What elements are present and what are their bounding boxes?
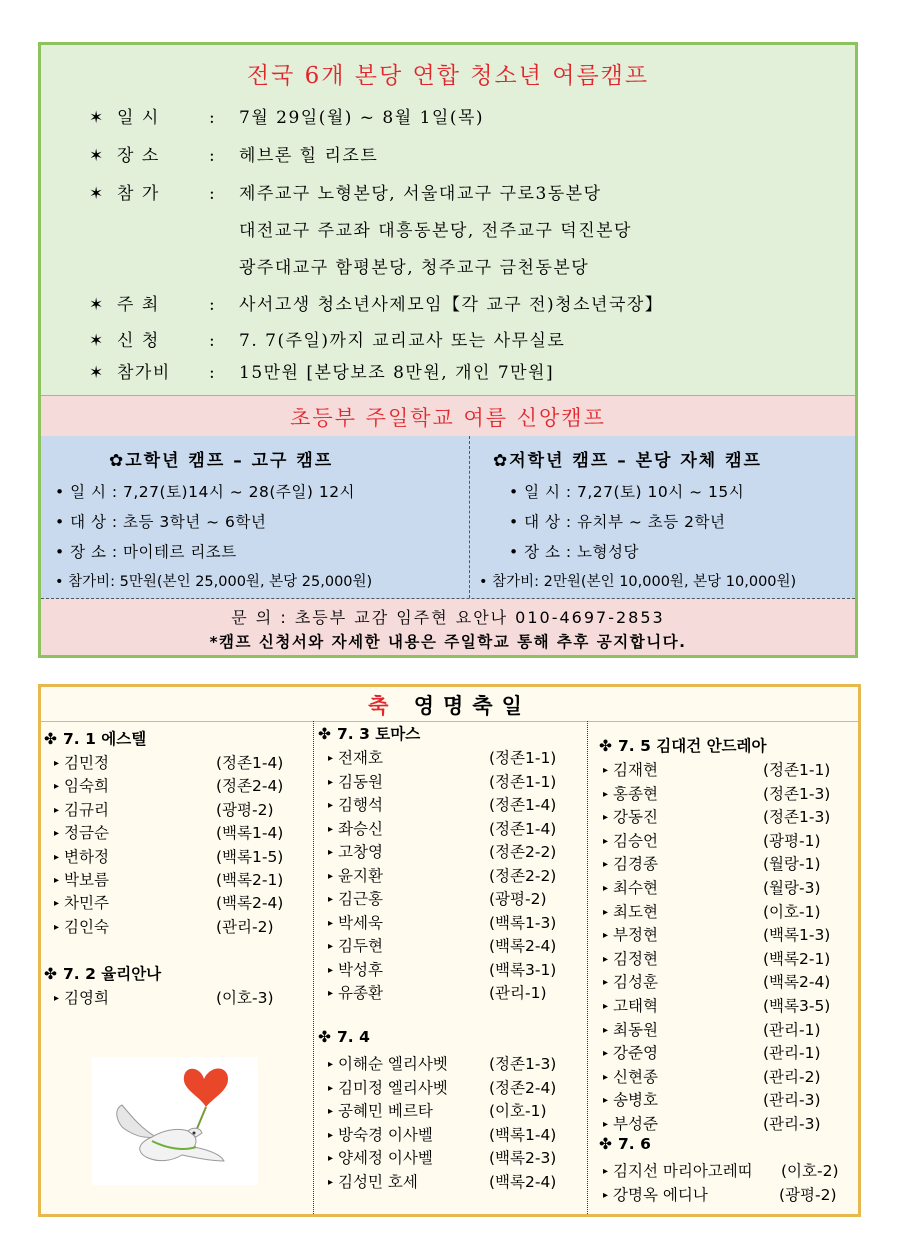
bullet-icon: ▸ (328, 1059, 334, 1070)
person-group: (백록1-3) (763, 926, 831, 945)
bullet-icon: ▸ (603, 1095, 609, 1107)
camp-participants-cont-2: 광주대교구 함평본당, 청주교구 금천동본당 (239, 258, 590, 278)
person-name: ▸ 김근홍 (328, 890, 383, 908)
bullet-icon: ▸ (328, 894, 334, 905)
person-group: (정존2-2) (489, 866, 557, 885)
person-name: ▸ 유종환 (328, 984, 383, 1002)
person-group: (정존1-3) (489, 1055, 557, 1073)
person-name: ▸ 양세정 이사벨 (328, 1149, 433, 1167)
person-name: ▸ 좌승신 (328, 819, 383, 838)
bullet-icon: ▸ (603, 1071, 609, 1083)
person-name: ▸ 강명옥 에디나 (603, 1185, 708, 1204)
person-name: ▸ 고태혁 (603, 997, 658, 1015)
person-name: ▸ 변하정 (54, 847, 109, 866)
person-group: (이호-1) (763, 902, 821, 921)
person-group: (광평-2) (216, 800, 274, 819)
person-group: (관리-1) (763, 1020, 821, 1039)
junior-camp-title: ✿저학년 캠프 – 본당 자체 캠프 (493, 451, 762, 471)
name-day-saint: 7. 6 (618, 1135, 651, 1153)
bullet-icon: ▸ (603, 788, 609, 800)
person-name: ▸ 부성준 (603, 1115, 658, 1133)
camp-row-fee: ✶ 참가비 : 15만원 [본당보조 8만원, 개인 7만원] (89, 363, 555, 383)
person-name: ▸ 김인숙 (54, 917, 109, 936)
person-group: (정존1-4) (489, 819, 557, 838)
person-name: ▸ 김정현 (603, 949, 658, 968)
person-name: ▸ 김지선 마리아고레띠 (603, 1162, 753, 1180)
name-day-date (44, 727, 146, 749)
name-day-saint: 7. 5 김대건 안드레아 (618, 737, 767, 755)
bullet-icon: ▸ (603, 1001, 609, 1012)
bullet-icon: ▸ (328, 823, 334, 835)
person-name: ▸ 송병호 (603, 1091, 658, 1110)
bullet-icon: ▸ (328, 917, 334, 929)
person-group: (관리-2) (763, 1067, 821, 1086)
person-name: ▸ 김영희 (54, 989, 109, 1007)
star-icon: ✶ (89, 295, 105, 315)
person-name: ▸ 최도현 (603, 902, 658, 921)
sunday-school-header (41, 395, 855, 436)
person-group: (백록1-5) (216, 847, 284, 866)
person-group: (정존2-4) (216, 777, 284, 796)
name-day-date (599, 1135, 651, 1153)
person-name: ▸ 김민정 (54, 754, 109, 772)
name-day-date (599, 734, 766, 756)
person-group: (백록3-1) (489, 960, 557, 979)
camp-date-value: 7월 29일(월) ~ 8월 1일(목) (239, 108, 485, 128)
camp-host-value: 사서고생 청소년사제모임【각 교구 전)청소년국장】 (239, 295, 664, 315)
name-day-saint: 7. 1 에스텔 (63, 730, 147, 748)
bullet-icon: ▸ (603, 765, 609, 776)
bullet-icon: ▸ (54, 828, 60, 840)
clover-icon: ✤ (599, 737, 612, 755)
camp-row-place: ✶ 장 소 : 헤브론 힐 리조트 (89, 146, 379, 166)
sunday-school-columns (41, 436, 855, 599)
person-group: (백록2-4) (489, 937, 557, 955)
person-name: ▸ 고창영 (328, 843, 383, 861)
person-name: ▸ 강동진 (603, 808, 658, 827)
person-name: ▸ 김재현 (603, 761, 658, 779)
person-group: (관리-1) (763, 1044, 821, 1063)
junior-camp-row: • 일 시 : 7,27(토) 10시 ~ 15시 (509, 483, 745, 501)
person-name: ▸ 김미정 엘리사벳 (328, 1078, 448, 1097)
bullet-icon: ▸ (54, 921, 60, 933)
senior-camp-row: • 장 소 : 마이테르 리조트 (55, 543, 237, 561)
bullet-icon: ▸ (603, 812, 609, 824)
bullet-icon: ▸ (328, 988, 334, 999)
junior-camp-row: • 장 소 : 노형성당 (509, 543, 639, 561)
person-name: ▸ 이해순 엘리사벳 (328, 1055, 448, 1073)
bullet-icon: ▸ (603, 953, 609, 965)
person-name: ▸ 신현종 (603, 1067, 658, 1086)
senior-camp-row: • 참가비: 5만원(본인 25,000원, 본당 25,000원) (55, 574, 373, 590)
person-group: (정존1-1) (763, 761, 831, 779)
person-name: ▸ 최동원 (603, 1020, 658, 1039)
person-group: (백록2-4) (489, 1172, 557, 1191)
notice-text: *캠프 신청서와 자세한 내용은 주일학교 통해 추후 공지합니다. (209, 633, 687, 651)
bullet-icon: ▸ (54, 875, 60, 886)
bullet-icon: ▸ (603, 1024, 609, 1036)
person-group: (정존2-4) (489, 1078, 557, 1097)
person-name: ▸ 박세욱 (328, 913, 383, 932)
name-day-title: 축 영명축일 (368, 694, 531, 718)
person-group: (광평-2) (489, 890, 547, 908)
star-icon: ✶ (89, 363, 105, 383)
name-day-date (318, 1028, 370, 1046)
person-name: ▸ 김규리 (54, 800, 109, 819)
person-group: (월랑-3) (763, 879, 821, 897)
bullet-icon: ▸ (603, 930, 609, 942)
person-name: ▸ 강준영 (603, 1044, 658, 1063)
person-group: (관리-3) (763, 1091, 821, 1110)
person-group: (정존1-1) (489, 772, 557, 791)
senior-camp-title: ✿고학년 캠프 – 고구 캠프 (109, 451, 334, 471)
person-group: (백록1-4) (216, 824, 284, 843)
person-name: ▸ 박성후 (328, 960, 383, 979)
bullet-icon: ▸ (54, 804, 60, 816)
camp-place-value: 헤브론 힐 리조트 (239, 146, 379, 166)
bullet-icon: ▸ (328, 847, 334, 858)
person-name: ▸ 임숙희 (54, 777, 109, 796)
sunday-school-title: 초등부 주일학교 여름 신앙캠프 (290, 406, 606, 430)
bullet-icon: ▸ (603, 859, 609, 871)
person-group: (광평-1) (763, 831, 821, 850)
name-day-saint: 7. 4 (337, 1028, 370, 1046)
person-group: (백록2-1) (763, 949, 831, 968)
camp-row-date: ✶ 일 시 : 7월 29일(월) ~ 8월 1일(목) (89, 108, 485, 128)
camp-row-apply: ✶ 신 청 : 7. 7(주일)까지 교리교사 또는 사무실로 (89, 331, 566, 351)
bullet-icon: ▸ (328, 941, 334, 952)
camp-fee-value: 15만원 [본당보조 8만원, 개인 7만원] (239, 363, 555, 383)
bullet-icon: ▸ (328, 1129, 334, 1141)
person-name: ▸ 김동원 (328, 772, 383, 791)
junior-camp-row: • 대 상 : 유치부 ~ 초등 2학년 (509, 513, 726, 531)
person-group: (백록2-4) (763, 973, 831, 992)
person-group: (이호-2) (781, 1162, 839, 1180)
bullet-icon: ▸ (54, 758, 60, 769)
column-divider (469, 436, 470, 598)
star-icon: ✶ (89, 146, 105, 166)
bullet-icon: ▸ (328, 1082, 334, 1094)
camp-participants-value: 제주교구 노형본당, 서울대교구 구로3동본당 (239, 184, 602, 204)
person-group: (관리-2) (216, 917, 274, 936)
bullet-icon: ▸ (328, 870, 334, 882)
senior-camp-row: • 대 상 : 초등 3학년 ~ 6학년 (55, 513, 267, 531)
camp-participants-cont-1: 대전교구 주교좌 대흥동본당, 전주교구 덕진본당 (239, 221, 632, 241)
clover-icon: ✤ (44, 965, 57, 983)
person-name: ▸ 김성훈 (603, 973, 658, 992)
bullet-icon: ▸ (328, 1176, 334, 1188)
name-day-date (44, 962, 161, 984)
dove-heart-icon (92, 1057, 258, 1185)
person-name: ▸ 부정현 (603, 926, 658, 945)
bullet-icon: ▸ (54, 781, 60, 793)
person-name: ▸ 윤지환 (328, 866, 383, 885)
star-icon: ✶ (89, 108, 105, 128)
person-group: (이호-1) (489, 1102, 547, 1120)
person-group: (백록1-3) (489, 913, 557, 932)
bullet-icon: ▸ (603, 1048, 609, 1060)
person-group: (백록2-1) (216, 871, 284, 889)
person-group: (관리-3) (763, 1115, 821, 1133)
contact-section (41, 599, 855, 655)
person-name: ▸ 김승언 (603, 831, 658, 850)
bullet-icon: ▸ (603, 1166, 609, 1177)
person-group: (백록2-4) (216, 894, 284, 913)
name-day-saint: 7. 3 토마스 (337, 725, 421, 743)
contact-info: 문 의 : 초등부 교감 임주현 요안나 010-4697-2853 (231, 608, 665, 627)
person-name: ▸ 김행석 (328, 796, 383, 814)
person-group: (이호-3) (216, 989, 274, 1007)
youth-camp-title: 전국 6개 본당 연합 청소년 여름캠프 (246, 63, 650, 89)
person-name: ▸ 최수현 (603, 879, 658, 897)
youth-camp-section (41, 45, 855, 395)
person-group: (정존1-3) (763, 808, 831, 827)
bullet-icon: ▸ (603, 906, 609, 918)
name-day-date (318, 722, 420, 744)
person-group: (광평-2) (779, 1185, 837, 1204)
bullet-icon: ▸ (603, 977, 609, 989)
clover-icon: ✤ (44, 730, 57, 748)
person-group: (정존1-4) (489, 796, 557, 814)
person-name: ▸ 박보름 (54, 871, 109, 889)
column-divider (313, 721, 314, 1214)
person-group: (월랑-1) (763, 855, 821, 874)
star-icon: ✶ (89, 331, 105, 351)
person-group: (정존1-4) (216, 754, 284, 772)
bullet-icon: ▸ (603, 835, 609, 847)
person-group: (관리-1) (489, 984, 547, 1002)
person-name: ▸ 전재호 (328, 749, 383, 767)
youth-camp-box (38, 42, 858, 658)
junior-camp-row: • 참가비: 2만원(본인 10,000원, 본당 10,000원) (479, 574, 797, 590)
person-name: ▸ 방숙경 이사벨 (328, 1125, 433, 1144)
person-name: ▸ 차민주 (54, 894, 109, 913)
person-group: (백록3-5) (763, 997, 831, 1015)
camp-apply-value: 7. 7(주일)까지 교리교사 또는 사무실로 (239, 331, 566, 351)
person-group: (정존1-3) (763, 784, 831, 803)
clover-icon: ✤ (318, 725, 331, 743)
name-day-header (41, 687, 858, 722)
bullet-icon: ▸ (603, 1189, 609, 1201)
bullet-icon: ▸ (328, 753, 334, 764)
bullet-icon: ▸ (54, 851, 60, 863)
person-name: ▸ 정금순 (54, 824, 109, 843)
bullet-icon: ▸ (603, 1119, 609, 1130)
person-name: ▸ 공혜민 베르타 (328, 1102, 433, 1120)
senior-camp-row: • 일 시 : 7,27(토)14시 ~ 28(주일) 12시 (55, 483, 356, 501)
bullet-icon: ▸ (328, 964, 334, 976)
bullet-icon: ▸ (328, 1106, 334, 1117)
clover-icon: ✤ (599, 1135, 612, 1153)
person-name: ▸ 홍종현 (603, 784, 658, 803)
name-day-saint: 7. 2 율리안나 (63, 965, 162, 983)
bullet-icon: ▸ (328, 776, 334, 788)
bullet-icon: ▸ (54, 898, 60, 910)
clover-icon: ✤ (318, 1028, 331, 1046)
person-group: (백록1-4) (489, 1125, 557, 1144)
camp-row-host: ✶ 주 최 : 사서고생 청소년사제모임【각 교구 전)청소년국장】 (89, 295, 664, 315)
bullet-icon: ▸ (54, 993, 60, 1004)
bullet-icon: ▸ (328, 1153, 334, 1164)
camp-row-participants: ✶ 참 가 : 제주교구 노형본당, 서울대교구 구로3동본당 (89, 184, 602, 204)
person-name: ▸ 김성민 호세 (328, 1172, 418, 1191)
bullet-icon: ▸ (603, 883, 609, 894)
person-group: (정존2-2) (489, 843, 557, 861)
person-group: (정존1-1) (489, 749, 557, 767)
bullet-icon: ▸ (328, 800, 334, 811)
person-name: ▸ 김두현 (328, 937, 383, 955)
person-name: ▸ 김경종 (603, 855, 658, 874)
column-divider (587, 721, 588, 1214)
person-group: (백록2-3) (489, 1149, 557, 1167)
star-icon: ✶ (89, 184, 105, 204)
